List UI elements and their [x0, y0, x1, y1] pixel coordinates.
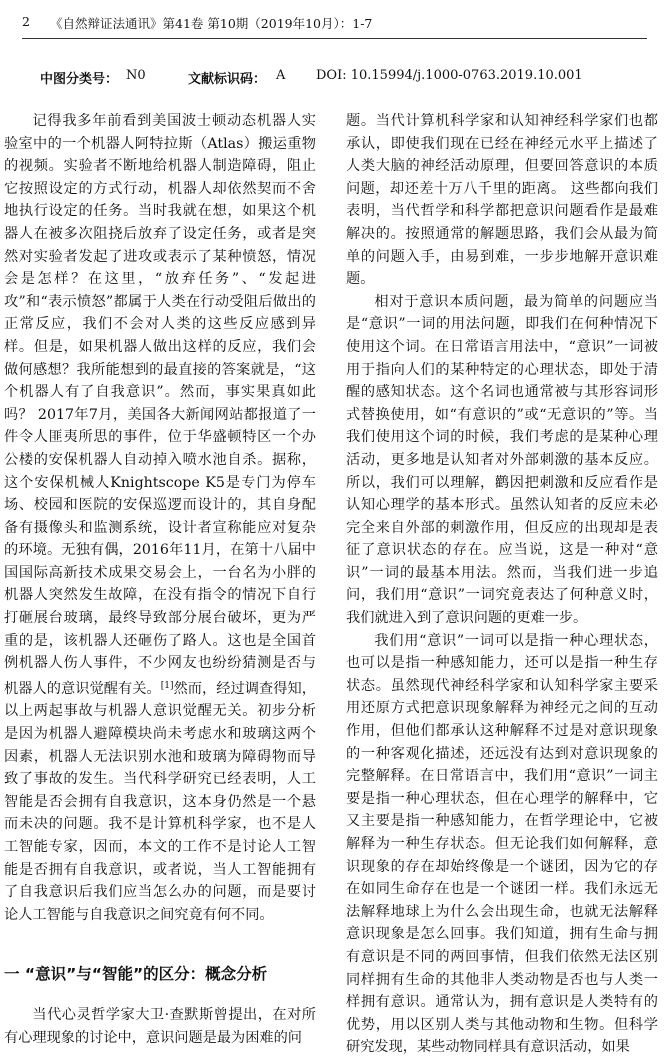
- doc-code-label: 文献标识码：: [188, 72, 267, 87]
- body-paragraph: 当代心灵哲学家大卫·查默斯曾提出，在对所有心理现象的讨论中，意识问题是最为困难的问: [4, 1007, 316, 1046]
- body-paragraph: [4, 110, 316, 926]
- body-paragraph: 题。当代计算机科学家和认知神经科学家们也都承认，即使我们现在已经在神经元水平上描述了人类大脑的神经活动原理，但要回答意识的本质问题，却还差十万八千里的距离。 这些都向我们表明，当代哲学和科学都把意识问题看作是最难解决的。按照通常的解题思路，我们会从最为简单的问题入手，由易到难，一步步地解开意识难题。: [346, 113, 658, 288]
- doc-code-value: A: [276, 68, 286, 83]
- paragraph-text: 记得我多年前看到美国波士顿动态机器人实验室中的一个机器人阿特拉斯（Atlas）搬运重物的视频。实验者不断地给机器人制造障碍，阻止它按照设定的方式行动，机器人却依然契而不舍地执行设定的任务。当时我就在想，如果这个机器人在被多次阻挠后放弃了设定任务，或者是突然对实验者发起了进攻或表示了某种愤怒，情况会是怎样？在这里，“放弃任务”、“发起进攻”和“表示愤怒”都属于人类在行动受阻后做出的正常反应，我们不会对人类的这些反应感到异样。但是，如果机器人做出这样的反应，我们会做何感想？我所能想到的最直接的答案就是，“这个机器人有了自我意识”。然而，事实果真如此吗？ 2017年7月，美国各大新闻网站都报道了一件令人匪夷所思的事件，位于华盛顿特区一个办公楼的安保机器人自动掉入喷水池自杀。据称，这个安保机械人Knightscope K5是专门为停车场、校园和医院的安保巡逻而设计的，其自身配备有摄像头和监测系统，设计者宣称能应对复杂的环境。无独有偶，2016年11月，在第十八届中国国际高新技术成果交易会上，一台名为小胖的机器人突然发生故障，在没有指令的情况下自行打砸展台玻璃，最终导致部分展台破坏，更为严重的是，该机器人还砸伤了路人。这也是全国首例机器人伤人事件，不少网友也纷纷猜测是否与机器人的意识觉醒有关。: [4, 113, 316, 697]
- doi: DOI: 10.15994/j.1000-0763.2019.10.001: [316, 68, 583, 83]
- body-paragraph: 相对于意识本质问题，最为简单的问题应当是“意识”一词的用法问题，即我们在何种情况下使用这个词。在日常语言用法中，“意识”一词被用于指向人们的某种特定的心理状态，即处于清醒的感知状态。这个名词也通常被与其形容词形式替换使用，如“有意识的”或“无意识的”等。当我们使用这个词的时候，我们考虑的是某种心理活动，更多地是认知者对外部刺激的基本反应。所以，我们可以理解，鹳因把刺激和反应看作是认知心理学的基本形式。虽然认知者的反应未必完全来自外部的刺激作用，但反应的出现却是表征了意识状态的存在。应当说，这是一种对“意识”一词的最基本用法。然而，当我们进一步追问，我们用“意识”一词究竟表达了何种意义时，我们就进入到了意识问题的更难一步。: [346, 293, 658, 627]
- clc-label: 中图分类号：: [40, 72, 119, 87]
- left-column: [4, 110, 316, 926]
- reference-marker[interactable]: [1]: [160, 680, 174, 691]
- header-rule: [22, 38, 647, 39]
- left-column-bottom: [4, 1004, 316, 1049]
- paragraph-text: 然而，经过调查得知，以上两起事故与机器人意识觉醒无关。初步分析是因为机器人避障模块尚未考虑水和玻璃这两个因素，机器人无法识别水池和玻璃为障碍物而导致了事故的发生。当代科学研究已经表明，人工智能是否会拥有自我意识，这本身仍然是一个悬而未决的问题。我不是计算机科学家，也不是人工智能专家，因而，本文的工作不是讨论人工智能是否拥有自我意识，或者说，当人工智能拥有了自我意识后我们应当怎么办的问题，而是要讨论人工智能与自我意识之间究竟有何不同。: [4, 680, 316, 923]
- right-column: [346, 110, 658, 1059]
- body-paragraph: 我们用“意识”一词可以是指一种心理状态，也可以是指一种感知能力，还可以是指一种生存状态。虽然现代神经科学家和认知科学家主要采用还原方式把意识现象解释为神经元之间的互动作用，但他们都承认这种解释不过是对意识现象的一种客观化描述，还远没有达到对意识现象的完整解释。在日常语言中，我们用“意识”一词主要是指一种心理状态，但在心理学的解释中，它又主要是指一种感知能力，在哲学理论中，它被解释为一种生存状态。但无论我们如何解释，意识现象的存在却始终像是一个谜团，因为它的存在如同生命存在也是一个谜团一样。我们永远无法解释地球上为什么会出现生命，也就无法解释意识现象是怎么回事。我们知道，拥有生命与拥有意识是不同的两回事情，但我们依然无法区别同样拥有生命的其他非人类动物是否也与人类一样拥有意识。通常认为，拥有意识是人类特有的优势，用以区别人类与其他动物和生物。但科学研究发现，某些动物同样具有意识活动，如果: [346, 632, 658, 1056]
- section-heading: 一 “意识”与“智能”的区分：概念分析: [4, 965, 268, 983]
- journal-citation: 《自然辩证法通讯》第41卷 第10期（2019年10月）：1-7: [50, 16, 373, 31]
- page-number: 2: [22, 14, 30, 29]
- clc-value: N0: [126, 68, 146, 83]
